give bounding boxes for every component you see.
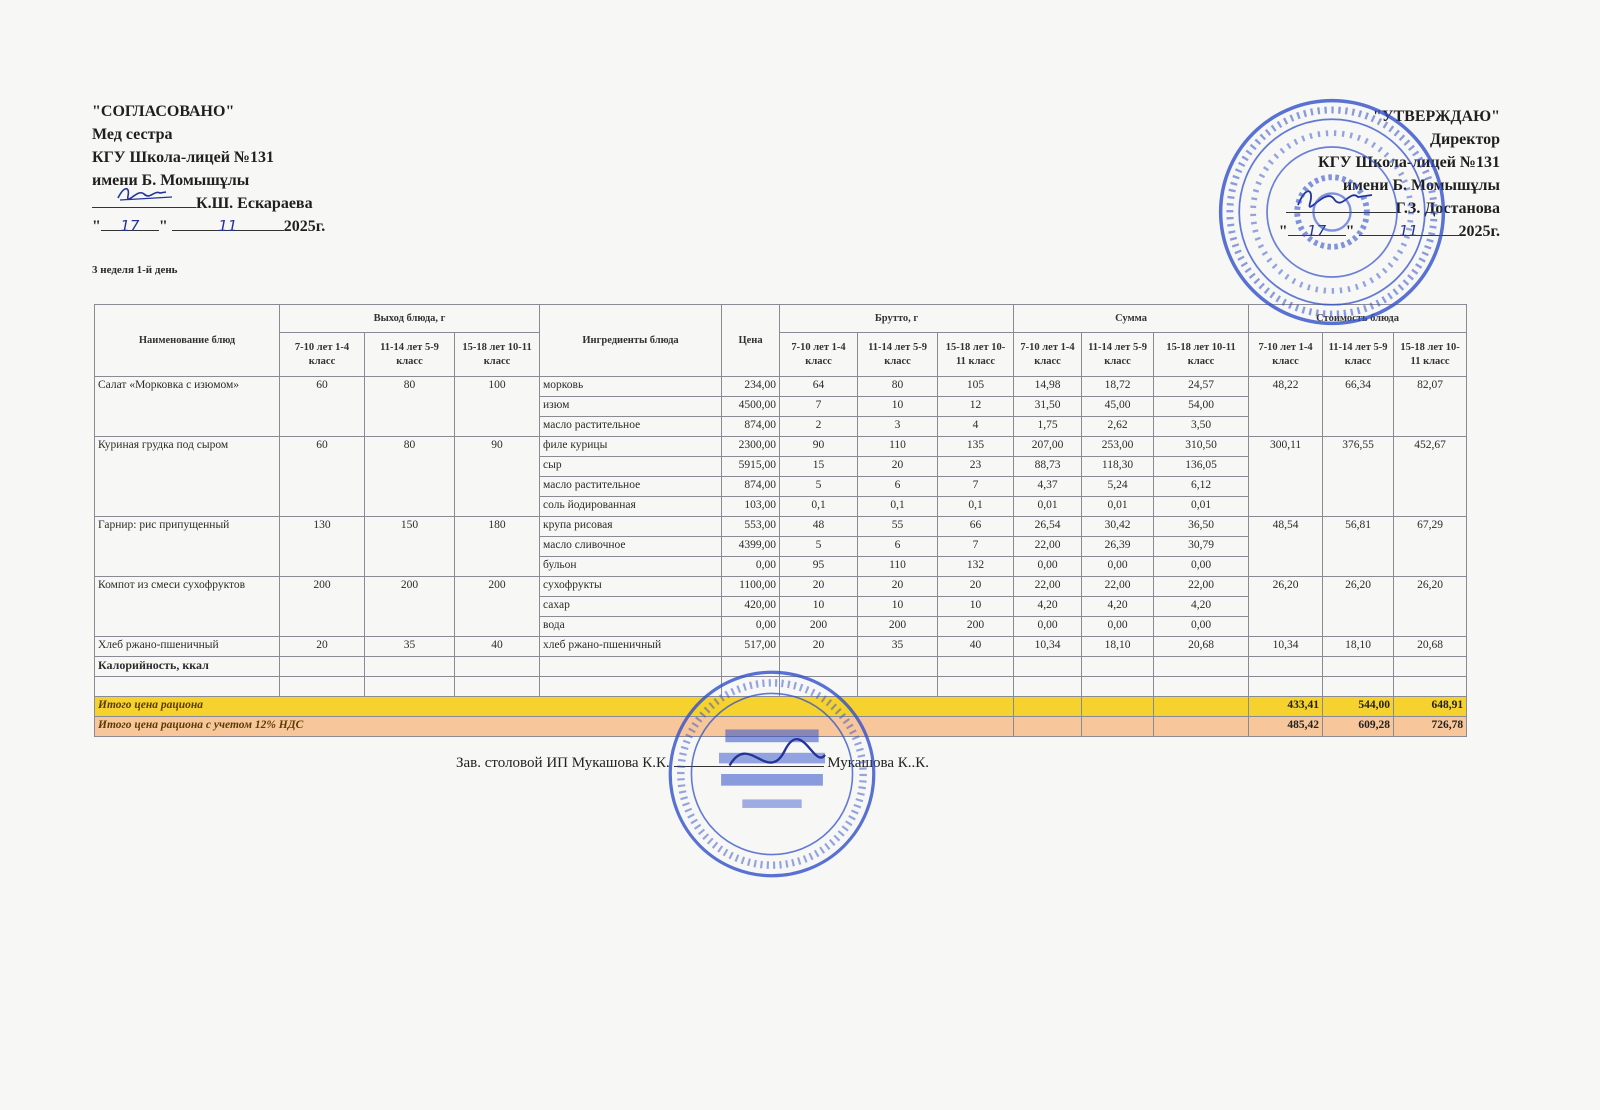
ingredient-sum: 118,30 — [1082, 457, 1154, 477]
dish-cost: 26,20 — [1394, 577, 1467, 637]
ingredient-price: 4399,00 — [722, 537, 780, 557]
ingredient-brutto: 95 — [780, 557, 858, 577]
total-vat-value: 609,28 — [1323, 717, 1394, 737]
dish-yield: 200 — [365, 577, 455, 637]
ingredient-price: 517,00 — [722, 637, 780, 657]
ingredient-brutto: 12 — [938, 397, 1014, 417]
header-sum: Сумма — [1014, 305, 1249, 333]
dish-yield: 80 — [365, 377, 455, 437]
ingredient-sum: 4,37 — [1014, 477, 1082, 497]
approval-left-role: Мед сестра — [92, 126, 173, 143]
ingredient-name: сухофрукты — [540, 577, 722, 597]
approval-left-day: 17 — [120, 217, 140, 235]
ingredient-brutto: 10 — [858, 397, 938, 417]
dish-yield: 200 — [455, 577, 540, 637]
ingredient-name: хлеб ржано-пшеничный — [540, 637, 722, 657]
ingredient-brutto: 15 — [780, 457, 858, 477]
age-header: 11-14 лет 5-9 класс — [1323, 333, 1394, 377]
signature-field-left — [92, 192, 196, 208]
approval-left-org: КГУ Школа-лицей №131 — [92, 149, 275, 166]
ingredient-brutto: 2 — [780, 417, 858, 437]
header-yield: Выход блюда, г — [280, 305, 540, 333]
ingredient-price: 234,00 — [722, 377, 780, 397]
ingredient-sum: 0,00 — [1014, 617, 1082, 637]
age-header: 7-10 лет 1-4 класс — [1249, 333, 1323, 377]
dish-cost: 18,10 — [1323, 637, 1394, 657]
ingredient-sum: 26,39 — [1082, 537, 1154, 557]
header-dish: Наименование блюд — [95, 305, 280, 377]
total-value: 433,41 — [1249, 697, 1323, 717]
week-label: 3 неделя 1-й день — [92, 264, 178, 276]
dish-name: Куриная грудка под сыром — [95, 437, 280, 517]
dish-name: Компот из смеси сухофруктов — [95, 577, 280, 637]
ingredient-name: масло растительное — [540, 417, 722, 437]
dish-cost: 66,34 — [1323, 377, 1394, 437]
ingredient-sum: 6,12 — [1154, 477, 1249, 497]
age-header: 7-10 лет 1-4 класс — [1014, 333, 1082, 377]
approval-right-name-line: имени Б. Момышұлы — [1342, 177, 1500, 194]
dish-yield: 60 — [280, 377, 365, 437]
ingredient-row — [95, 437, 1467, 457]
approval-right-title: "УТВЕРЖДАЮ" — [1372, 108, 1500, 125]
ingredient-sum: 30,42 — [1082, 517, 1154, 537]
dish-yield: 35 — [365, 637, 455, 657]
ingredient-sum: 18,10 — [1082, 637, 1154, 657]
total-label: Итого цена рациона — [95, 697, 1014, 717]
dish-yield: 180 — [455, 517, 540, 577]
dish-cost: 67,29 — [1394, 517, 1467, 577]
age-header: 11-14 лет 5-9 класс — [365, 333, 455, 377]
ingredient-name: морковь — [540, 377, 722, 397]
ingredient-brutto: 7 — [938, 537, 1014, 557]
ingredient-price: 874,00 — [722, 477, 780, 497]
ip-stamp — [666, 668, 878, 880]
header-price: Цена — [722, 305, 780, 377]
age-header: 15-18 лет 10-11 класс — [1394, 333, 1467, 377]
ingredient-brutto: 0,1 — [780, 497, 858, 517]
ingredient-brutto: 20 — [858, 457, 938, 477]
ingredient-price: 4500,00 — [722, 397, 780, 417]
ingredient-name: изюм — [540, 397, 722, 417]
ingredient-name: крупа рисовая — [540, 517, 722, 537]
ip-stamp-seal-icon — [666, 668, 878, 880]
ingredient-brutto: 10 — [938, 597, 1014, 617]
ingredient-name: бульон — [540, 557, 722, 577]
ingredient-name: соль йодированная — [540, 497, 722, 517]
ingredient-sum: 22,00 — [1014, 577, 1082, 597]
signature-scribble-left — [114, 184, 218, 204]
ingredient-sum: 20,68 — [1154, 637, 1249, 657]
age-header: 11-14 лет 5-9 класс — [858, 333, 938, 377]
ingredient-sum: 0,00 — [1154, 557, 1249, 577]
ingredient-price: 5915,00 — [722, 457, 780, 477]
ingredient-brutto: 48 — [780, 517, 858, 537]
age-header: 15-18 лет 10-11 класс — [455, 333, 540, 377]
approval-right-day: 17 — [1307, 222, 1327, 240]
ingredient-sum: 0,01 — [1082, 497, 1154, 517]
ingredient-sum: 5,24 — [1082, 477, 1154, 497]
approval-left-name-line: имени Б. Момышұлы — [92, 172, 250, 189]
approval-right-month: 11 — [1398, 222, 1419, 240]
dish-cost: 26,20 — [1323, 577, 1394, 637]
total-vat-value: 485,42 — [1249, 717, 1323, 737]
total-vat-value: 726,78 — [1394, 717, 1467, 737]
dish-cost: 82,07 — [1394, 377, 1467, 437]
ingredient-sum: 54,00 — [1154, 397, 1249, 417]
ingredient-sum: 4,20 — [1014, 597, 1082, 617]
approval-left-month: 11 — [218, 217, 238, 235]
ingredient-brutto: 40 — [938, 637, 1014, 657]
header-brutto: Брутто, г — [780, 305, 1014, 333]
ingredient-row — [95, 577, 1467, 597]
dish-yield: 150 — [365, 517, 455, 577]
ingredient-sum: 22,00 — [1082, 577, 1154, 597]
ingredient-brutto: 7 — [780, 397, 858, 417]
ingredient-brutto: 10 — [780, 597, 858, 617]
school-stamp-seal-icon — [1216, 96, 1448, 328]
calories-label: Калорийность, ккал — [95, 657, 280, 677]
ingredient-sum: 2,62 — [1082, 417, 1154, 437]
total-value: 544,00 — [1323, 697, 1394, 717]
menu-body — [95, 377, 1467, 657]
age-header: 7-10 лет 1-4 класс — [780, 333, 858, 377]
ingredient-sum: 31,50 — [1014, 397, 1082, 417]
dish-cost: 26,20 — [1249, 577, 1323, 637]
ingredient-name: филе курицы — [540, 437, 722, 457]
ingredient-sum: 0,00 — [1014, 557, 1082, 577]
dish-cost: 56,81 — [1323, 517, 1394, 577]
age-header: 7-10 лет 1-4 класс — [280, 333, 365, 377]
ingredient-brutto: 55 — [858, 517, 938, 537]
age-header: 11-14 лет 5-9 класс — [1082, 333, 1154, 377]
ingredient-sum: 0,01 — [1154, 497, 1249, 517]
ingredient-brutto: 4 — [938, 417, 1014, 437]
ingredient-sum: 310,50 — [1154, 437, 1249, 457]
ingredient-price: 2300,00 — [722, 437, 780, 457]
dish-yield: 100 — [455, 377, 540, 437]
ingredient-brutto: 5 — [780, 537, 858, 557]
age-header-row — [95, 333, 1467, 377]
ingredient-name: вода — [540, 617, 722, 637]
ingredient-brutto: 20 — [780, 577, 858, 597]
footer-prefix: Зав. столовой ИП Мукашова К.К. — [456, 755, 670, 771]
ingredient-sum: 0,00 — [1082, 617, 1154, 637]
ingredient-sum: 207,00 — [1014, 437, 1082, 457]
ingredient-brutto: 200 — [780, 617, 858, 637]
ingredient-brutto: 35 — [858, 637, 938, 657]
age-header: 15-18 лет 10-11 класс — [1154, 333, 1249, 377]
ingredient-brutto: 0,1 — [858, 497, 938, 517]
ingredient-row — [95, 637, 1467, 657]
ingredient-sum: 14,98 — [1014, 377, 1082, 397]
dish-cost: 10,34 — [1249, 637, 1323, 657]
ingredient-price: 420,00 — [722, 597, 780, 617]
dish-yield: 200 — [280, 577, 365, 637]
ingredient-sum: 22,00 — [1154, 577, 1249, 597]
ingredient-brutto: 5 — [780, 477, 858, 497]
ingredient-sum: 0,01 — [1014, 497, 1082, 517]
ingredient-brutto: 23 — [938, 457, 1014, 477]
dish-cost: 300,11 — [1249, 437, 1323, 517]
dish-yield: 90 — [455, 437, 540, 517]
ingredient-brutto: 66 — [938, 517, 1014, 537]
dish-name: Салат «Морковка с изюмом» — [95, 377, 280, 437]
dish-name: Хлеб ржано-пшеничный — [95, 637, 280, 657]
header-cost: Стоимость блюда — [1249, 305, 1467, 333]
dish-name: Гарнир: рис припущенный — [95, 517, 280, 577]
ingredient-brutto: 20 — [780, 637, 858, 657]
ingredient-row — [95, 517, 1467, 537]
dish-cost: 376,55 — [1323, 437, 1394, 517]
dish-cost: 48,22 — [1249, 377, 1323, 437]
ingredient-price: 103,00 — [722, 497, 780, 517]
school-stamp — [1216, 96, 1448, 328]
approval-left-date: " 17 " 11 2025г. — [92, 215, 325, 238]
ingredient-sum: 253,00 — [1082, 437, 1154, 457]
ingredient-brutto: 7 — [938, 477, 1014, 497]
ingredient-sum: 36,50 — [1154, 517, 1249, 537]
ingredient-sum: 26,54 — [1014, 517, 1082, 537]
approval-left-title: "СОГЛАСОВАНО" — [92, 103, 235, 120]
dish-yield: 60 — [280, 437, 365, 517]
ingredient-sum: 45,00 — [1082, 397, 1154, 417]
dish-cost: 20,68 — [1394, 637, 1467, 657]
ingredient-price: 0,00 — [722, 557, 780, 577]
ingredient-brutto: 64 — [780, 377, 858, 397]
age-header: 15-18 лет 10-11 класс — [938, 333, 1014, 377]
ingredient-sum: 88,73 — [1014, 457, 1082, 477]
dish-cost: 48,54 — [1249, 517, 1323, 577]
ingredient-sum: 18,72 — [1082, 377, 1154, 397]
total-value: 648,91 — [1394, 697, 1467, 717]
ingredient-brutto: 6 — [858, 477, 938, 497]
ingredient-sum: 4,20 — [1154, 597, 1249, 617]
approval-left — [92, 100, 325, 238]
ingredient-sum: 10,34 — [1014, 637, 1082, 657]
header-ingredients: Ингредиенты блюда — [540, 305, 722, 377]
approval-right-date: " 17 " 11 2025г. — [1279, 220, 1500, 243]
ingredient-brutto: 105 — [938, 377, 1014, 397]
ingredient-brutto: 80 — [858, 377, 938, 397]
ingredient-brutto: 200 — [858, 617, 938, 637]
ingredient-brutto: 90 — [780, 437, 858, 457]
ingredient-sum: 0,00 — [1082, 557, 1154, 577]
total-vat-label: Итого цена рациона с учетом 12% НДС — [95, 717, 1014, 737]
ingredient-brutto: 200 — [938, 617, 1014, 637]
ingredient-sum: 136,05 — [1154, 457, 1249, 477]
approval-right-role: Директор — [1430, 131, 1500, 148]
dish-yield: 20 — [280, 637, 365, 657]
ingredient-price: 553,00 — [722, 517, 780, 537]
ingredient-sum: 24,57 — [1154, 377, 1249, 397]
approval-left-signature-line — [92, 192, 325, 215]
ingredient-name: сыр — [540, 457, 722, 477]
ingredient-brutto: 110 — [858, 557, 938, 577]
ingredient-brutto: 110 — [858, 437, 938, 457]
ingredient-name: масло сливочное — [540, 537, 722, 557]
approval-right-signer: Г.З. Достанова — [1395, 200, 1500, 217]
ingredient-sum: 22,00 — [1014, 537, 1082, 557]
ingredient-sum: 3,50 — [1154, 417, 1249, 437]
ingredient-brutto: 132 — [938, 557, 1014, 577]
ingredient-brutto: 0,1 — [938, 497, 1014, 517]
ingredient-brutto: 20 — [938, 577, 1014, 597]
approval-right-year: 2025г. — [1458, 223, 1500, 240]
ingredient-price: 874,00 — [722, 417, 780, 437]
approval-left-year: 2025г. — [283, 218, 326, 235]
ingredient-sum: 4,20 — [1082, 597, 1154, 617]
ingredient-price: 0,00 — [722, 617, 780, 637]
ingredient-brutto: 10 — [858, 597, 938, 617]
ingredient-sum: 30,79 — [1154, 537, 1249, 557]
ingredient-price: 1100,00 — [722, 577, 780, 597]
ingredient-sum: 0,00 — [1154, 617, 1249, 637]
ingredient-brutto: 135 — [938, 437, 1014, 457]
approval-right-org: КГУ Школа-лицей №131 — [1317, 154, 1500, 171]
ingredient-brutto: 20 — [858, 577, 938, 597]
dish-yield: 80 — [365, 437, 455, 517]
ingredient-sum: 1,75 — [1014, 417, 1082, 437]
dish-yield: 40 — [455, 637, 540, 657]
ingredient-brutto: 3 — [858, 417, 938, 437]
dish-yield: 130 — [280, 517, 365, 577]
ingredient-brutto: 6 — [858, 537, 938, 557]
ingredient-row — [95, 377, 1467, 397]
approval-left-signer: К.Ш. Ескараева — [196, 195, 313, 212]
ingredient-name: сахар — [540, 597, 722, 617]
footer-name: Мукашова К..К. — [827, 755, 930, 771]
dish-cost: 452,67 — [1394, 437, 1467, 517]
ingredient-name: масло растительное — [540, 477, 722, 497]
